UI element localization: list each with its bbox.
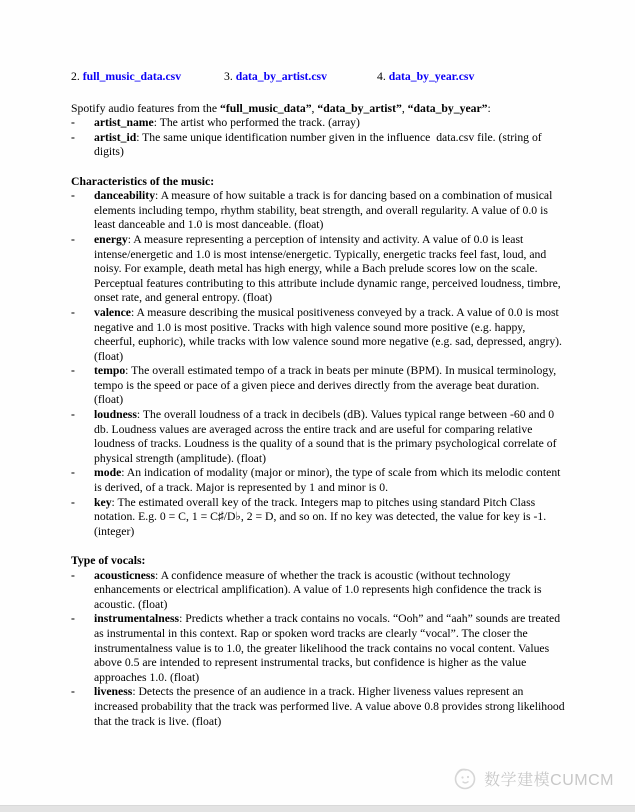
page-bottom-edge: [0, 805, 635, 812]
term-danceability: danceability: [94, 189, 156, 203]
bullet-text: acousticness: A confidence measure of whether the track is acoustic (without technology enhancements or electrical amplification). A value of 1.0 represents high confidence the track is acoustic. (float): [94, 568, 542, 611]
bullet-dash: -: [71, 495, 75, 509]
bullet-dash: -: [71, 130, 75, 144]
term-artist-id: artist_id: [94, 130, 137, 144]
term-energy: energy: [94, 232, 128, 246]
bullet-item-artist-id: [71, 131, 568, 160]
bullet-text: loudness: The overall loudness of a track in decibels (dB). Values typical range between -60 and 0 db. Loudness values are averaged across the entire track and are useful for comparing relative loudness of tracks. Loudness is the quality of a sound that is the primary psychological correlate of physical strength (amplitude). (float): [94, 408, 557, 465]
term-valence: valence: [94, 305, 131, 319]
bullet-text: instrumentalness: Predicts whether a track contains no vocals. “Ooh” and “aah” sounds are treated as instrumental in this context. Rap or spoken word tracks are clearly “vocal”. The closer the instrumentalness value is to 1.0, the greater likelihood the track contains no vocal content. Values above 0.5 are intended to represent instrumental tracks, but confidence is higher as the value approaches 1.0. (float): [94, 612, 561, 684]
bullet-item-tempo: [71, 364, 568, 408]
bullet-text: danceability: A measure of how suitable a track is for dancing based on a combination of musical elements including tempo, rhythm stability, beat strength, and overall regularity. A value of 0.0 is least danceable and 1.0 is most danceable. (float): [94, 189, 553, 232]
bullet-dash: -: [71, 116, 75, 130]
bullet-text: key: The estimated overall key of the track. Integers map to pitches using standard Pitch Class notation. E.g. 0 = C, 1 = C♯/D♭, 2 = D, and so on. If no key was detected, the value for key is -1. (integer): [94, 495, 547, 538]
link-data-by-year-csv[interactable]: data_by_year.csv: [388, 70, 475, 83]
csv-link-item: [377, 70, 474, 85]
term-instrumentalness: instrumentalness: [94, 612, 180, 626]
intro-prefix: Spotify audio features from the: [71, 101, 220, 115]
bullet-item-energy: [71, 233, 568, 306]
term-artist-name: artist_name: [94, 116, 154, 130]
intro-term-data-by-artist: “data_by_artist”: [317, 101, 402, 115]
bullet-dash: -: [71, 232, 75, 246]
csv-link-number: 3.: [224, 70, 233, 83]
term-liveness: liveness: [94, 685, 133, 699]
section-type-of-vocals: [71, 554, 568, 729]
term-mode: mode: [94, 466, 122, 480]
section-characteristics: [71, 175, 568, 540]
csv-link-number: 4.: [377, 70, 386, 83]
cumcm-logo-icon: [452, 765, 478, 791]
bullet-item-instrumentalness: [71, 612, 568, 685]
csv-links-row: [71, 70, 568, 85]
bullet-item-valence: [71, 306, 568, 364]
term-tempo: tempo: [94, 364, 126, 378]
bullet-dash: -: [71, 305, 75, 319]
bullet-dash: -: [71, 466, 75, 480]
csv-link-number: 2.: [71, 70, 80, 83]
csv-link-item: [71, 70, 224, 85]
intro-term-full-music-data: “full_music_data”: [219, 101, 312, 115]
bullet-text: artist_id: The same unique identification number given in the influence data.csv file. (string of digits): [94, 130, 542, 159]
bullet-text: tempo: The overall estimated tempo of a track in beats per minute (BPM). In musical terminology, tempo is the speed or pace of a given piece and derives directly from the average beat duration. (float): [94, 364, 557, 407]
bullet-item-acousticness: [71, 569, 568, 613]
bullet-text: valence: A measure describing the musical positiveness conveyed by a track. A value of 0.0 is most negative and 1.0 is most positive. Tracks with high valence sound more positive (e.g. happy, cheerful, euphoric), while tracks with low valence sound more negative (e.g. sad, depressed, angry). (float): [94, 305, 562, 363]
section-heading-characteristics: Characteristics of the music:: [71, 174, 215, 188]
bullet-dash: -: [71, 408, 75, 422]
watermark-text: 数学建模CUMCM: [484, 771, 614, 789]
bullet-text: mode: An indication of modality (major or minor), the type of scale from which its melodic content is derived, of a track. Major is represented by 1 and minor is 0.: [94, 466, 561, 495]
section-heading-type-of-vocals: Type of vocals:: [71, 554, 146, 567]
term-loudness: loudness: [94, 408, 137, 422]
intro-term-data-by-year: “data_by_year”: [407, 101, 488, 115]
bullet-item-loudness: [71, 408, 568, 466]
term-key: key: [94, 495, 112, 509]
bullet-dash: -: [71, 364, 75, 378]
watermark: [452, 765, 614, 791]
bullet-item-danceability: [71, 189, 568, 233]
bullet-item-key: [71, 496, 568, 540]
bullet-dash: -: [71, 189, 75, 203]
term-acousticness: acousticness: [94, 568, 156, 582]
intro-paragraph: Spotify audio features from the “full_music_data”, “data_by_artist”, “data_by_year”:: [71, 101, 491, 115]
bullet-item-liveness: [71, 685, 568, 729]
bullet-dash: -: [71, 612, 75, 626]
bullet-dash: -: [71, 568, 75, 582]
link-full-music-data-csv[interactable]: full_music_data.csv: [82, 70, 182, 83]
bullet-item-artist-name: [71, 116, 568, 131]
bullet-text: artist_name: The artist who performed the track. (array): [94, 116, 360, 130]
bullet-item-mode: [71, 466, 568, 495]
bullet-text: energy: A measure representing a perception of intensity and activity. A value of 0.0 is least intense/energetic and 1.0 is most intense/energetic. Typically, energetic tracks feel fast, loud, and noisy. For example, death metal has high energy, while a Bach prelude scores low on the scale. Perceptual features contributing to this attribute include dynamic range, perceived loudness, timbre, onset rate, and general entropy. (float): [94, 232, 561, 305]
bullet-dash: -: [71, 685, 75, 699]
bullet-text: liveness: Detects the presence of an audience in a track. Higher liveness values represent an increased probability that the track was performed live. A value above 0.8 provides strong likelihood that the track is live. (float): [94, 685, 565, 728]
csv-link-item: [224, 70, 377, 85]
link-data-by-artist-csv[interactable]: data_by_artist.csv: [235, 70, 327, 83]
document-content: [71, 70, 568, 729]
